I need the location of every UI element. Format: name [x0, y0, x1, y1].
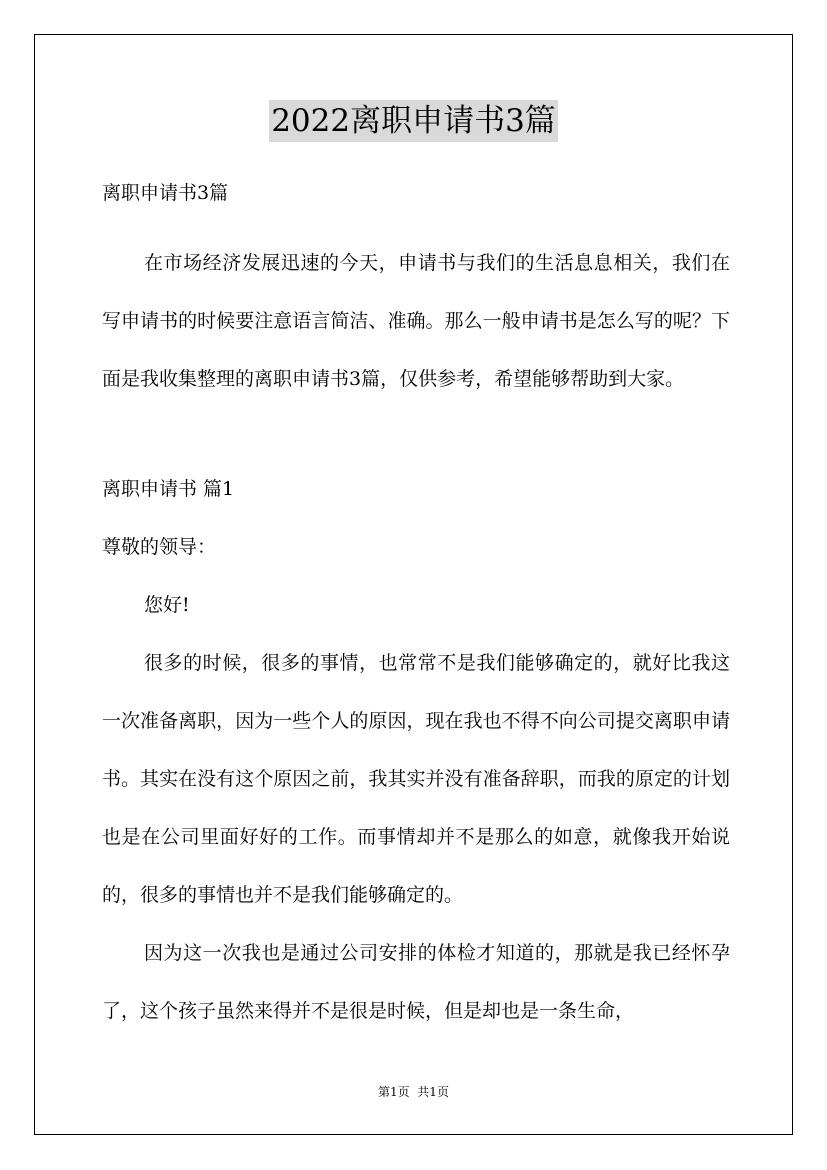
- intro-paragraph: 在市场经济发展迅速的今天，申请书与我们的生活息息相关，我们在写申请书的时候要注意语言简洁、准确。那么一般申请书是怎么写的呢？下面是我收集整理的离职申请书3篇，仅供参考，希望能够帮助到大家。: [102, 252, 730, 390]
- salutation: 尊敬的领导：: [102, 536, 217, 558]
- document-title: 2022离职申请书3篇: [269, 100, 558, 142]
- page-number: 第1页 共1页: [378, 1085, 449, 1099]
- page-footer: [0, 1083, 827, 1101]
- body-paragraph-2: 因为这一次我也是通过公司安排的体检才知道的，那就是我已经怀孕了，这个孩子虽然来得并不是很是时候，但是却也是一条生命，: [102, 942, 730, 1022]
- section-heading: 离职申请书 篇1: [102, 478, 235, 500]
- title-container: [0, 100, 827, 142]
- document-subtitle: 离职申请书3篇: [102, 182, 229, 204]
- document-body: [102, 174, 730, 1040]
- body-paragraph-1: 很多的时候，很多的事情，也常常不是我们能够确定的，就好比我这一次准备离职，因为一些个人的原因，现在我也不得不向公司提交离职申请书。其实在没有这个原因之前，我其实并没有准备辞职，而我的原定的计划也是在公司里面好好的工作。而事情却并不是那么的如意，就像我开始说的，很多的事情也并不是我们能够确定的。: [102, 652, 730, 906]
- greeting: 您好!: [144, 594, 190, 616]
